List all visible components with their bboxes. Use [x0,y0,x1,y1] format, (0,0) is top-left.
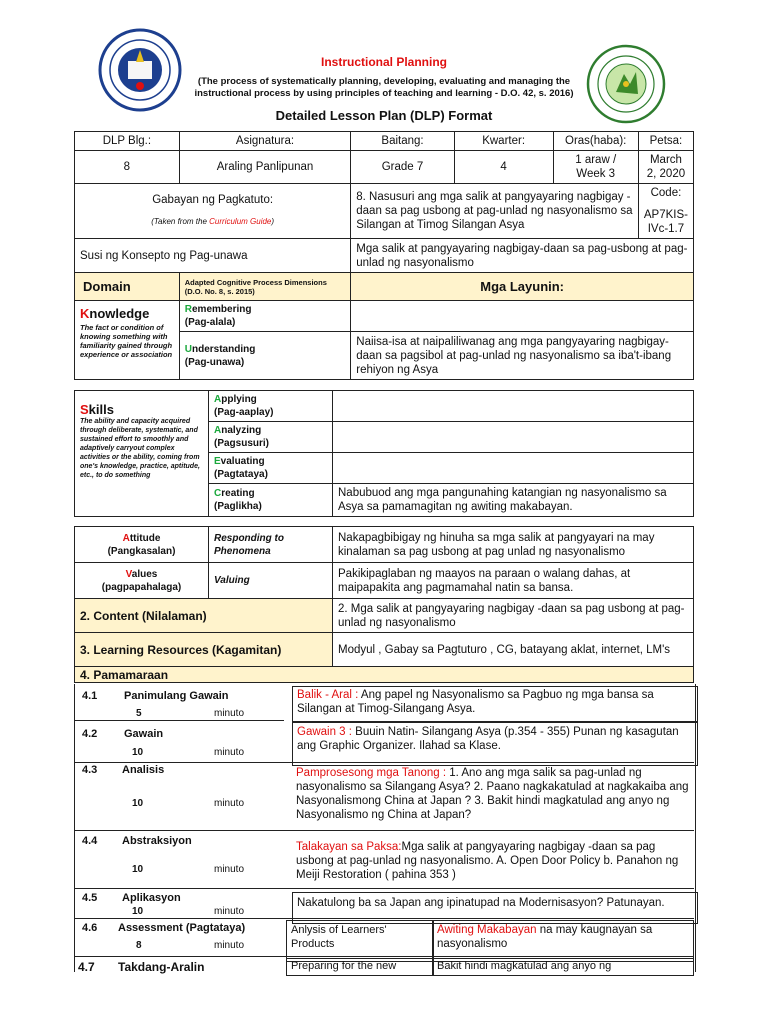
grade-header: Baitang: [351,132,454,151]
proc-name: Analisis [122,764,165,776]
procedures-label: 4. Pamamaraan [75,667,694,683]
proc-unit: minuto [214,708,245,719]
responding-line-1: Responding to [214,532,284,544]
guide-note-a: (Taken from the [151,217,210,226]
proc-mins: 5 [136,708,142,719]
knowledge-cell [75,301,180,380]
attitude-first: A [122,532,130,544]
process-header: Adapted Cognitive Process Dimensions (D.O. No. 8, s. 2015) [179,273,351,301]
affective-table [74,526,694,683]
quarter-header: Kwarter: [454,132,553,151]
proc-unit: minuto [214,906,245,917]
proc-mins: 10 [132,906,144,917]
homework-col-a: Preparing for the new [286,958,434,976]
content-text: 2. Mga salik at pangyayaring nagbigay -daan sa pag usbong at pag-unlad ng nasyonalismo [333,599,694,633]
proc-mins: 10 [132,798,144,809]
values-cell [75,563,209,599]
duration-line-2: Week 3 [576,168,616,180]
knowledge-desc: The fact or condition of knowing something with familiarity gained through experience or association [80,323,173,359]
procedures-frame [74,684,696,972]
skills-objective: Nabubuod ang mga pangunahing katangian ng nasyonalismo sa Asya sa pamamagitan ng awiting makabayan. [333,484,694,517]
evaluating-cell [209,453,333,484]
evaluating-rest: valuating [220,456,265,467]
proc-name: Aplikasyon [122,892,181,904]
proc-lead: Awiting Makabayan [437,924,537,936]
proc-name: Gawain [124,728,164,740]
date-header: Petsa: [638,132,693,151]
proc-unit: minuto [214,940,245,951]
understanding-first: U [184,343,192,355]
proc-name: Abstraksiyon [122,835,192,847]
values-sub: (pagpapahalaga) [101,581,182,593]
learning-guide-text: 8. Nasusuri ang mga salik at pangyayaring nagbigay - daan sa pag usbong at pag-unlad ng nasyonalismo sa Silangan at Timog Silangan Asya [351,184,639,239]
analyzing-rest: nalyzing [221,425,262,436]
row-divider [74,956,694,957]
subject-value: Araling Panlipunan [179,151,351,184]
knowledge-first: K [80,306,90,321]
proc-num: 4.3 [82,764,98,776]
duration-line-1: 1 araw / [575,154,617,166]
remembering-objective [351,301,694,332]
skills-table [74,390,694,517]
learning-guide-label: Gabayan ng Pagkatuto: [152,194,274,206]
proc-num: 4.2 [82,728,98,740]
responding-line-2: Phenomena [214,545,271,557]
quarter-value: 4 [454,151,553,184]
row-divider [74,830,694,831]
code-value: AP7KIS-IVc-1.7 [643,209,688,235]
understanding-cell [179,332,351,380]
proc-unit: minuto [214,864,245,875]
knowledge-label [80,307,174,321]
attitude-objective: Nakapagbibigay ng hinuha sa mga salik at pangyayari na may kinalaman sa pag usbong at pag unlad ng nasyonalismo [333,527,694,563]
key-concept-label: Susi ng Konsepto ng Pag-unawa [75,239,351,273]
values-objective: Pakikipaglaban ng maayos na paraan o walang dahas, at maipapakita ang pagmamahal natin sa bansa. [333,563,694,599]
row-divider [74,720,284,721]
applying-rest: pplying [221,394,257,405]
guide-note-b: Curriculum Guide [209,217,272,226]
guide-note-c: ) [271,217,275,226]
proc-text: 1. Ano ang mga salik sa pag-unlad ng nasyonalismo sa Silangang Asya? 2. Paano nagkakatulad at nagkakaiba ang Nasyonalismong China at Japan ? 3. Bakit hindi magkatulad ang anyo ng Nasyonalismo ng China at Japan? [296,767,689,821]
duration-value [553,151,638,184]
attitude-cell [75,527,209,563]
evaluating-objective [333,453,694,484]
domain-header: Domain [75,273,180,301]
creating-first: C [214,488,222,499]
header-subtitle-line2: instructional process by using principles of teaching and learning - D.O. 42, s. 2016) [194,88,574,99]
code-cell [638,184,693,239]
creating-rest: reating [221,488,255,499]
proc-text: Nakatulong ba sa Japan ang ipinatupad na Modernisasyon? Patunayan. [297,897,665,909]
proc-text: Buuin Natin- Silangang Asya (p.354 - 355) Punan ng kasagutan ang Graphic Organizer. Ilahad sa Klase. [297,726,679,752]
assessment-analysis: Anlysis of Learners' Products [286,920,434,962]
resources-label: 3. Learning Resources (Kagamitan) [75,633,333,667]
proc-mins: 8 [136,940,142,951]
subject-header: Asignatura: [179,132,351,151]
proc-unit: minuto [214,747,245,758]
dlp-value: 8 [75,151,180,184]
row-divider [74,918,694,919]
dlp-header: DLP Blg.: [75,132,180,151]
applying-objective [333,391,694,422]
row-divider [74,888,694,889]
remembering-first: R [184,304,192,315]
proc-lead: Pamprosesong mga Tanong : [296,767,447,779]
grade-value: Grade 7 [351,151,454,184]
proc-num: 4.7 [78,960,95,974]
applying-sub: (Pag-aaplay) [214,407,274,418]
instructional-planning-title: Instructional Planning [320,55,447,69]
key-concept-text: Mga salik at pangyayaring nagbigay-daan sa pag-usbong at pag-unlad ng nasyonalismo [351,239,694,273]
proc-text: Bakit hindi magkatulad ang anyo ng [437,960,612,972]
valuing-cell: Valuing [209,563,333,599]
header-subtitle-line1: (The process of systematically planning, developing, evaluating and managing the [197,76,571,87]
proc-lead: Talakayan sa Paksa: [296,841,402,853]
dlp-format-title: Detailed Lesson Plan (DLP) Format [275,108,493,123]
analyzing-objective [333,422,694,453]
analyzing-cell [209,422,333,453]
proc-text: na may kaugnayan sa nasyonalismo [437,924,653,950]
proc-num: 4.1 [82,690,98,702]
proc-text: Ang papel ng Nasyonalismo sa Pagbuo ng mga bansa sa Silangan at Timog-Silangang Asya. [297,689,654,715]
knowledge-objective: Naiisa-isa at naipaliliwanag ang mga pangyayaring nagbigay-daan sa pagsibol at pag-unlad ng nasyonalismo sa iba't-ibang rehiyon ng Asya [351,332,694,380]
duration-header: Oras(haba): [553,132,638,151]
info-table [74,131,694,380]
guide-source-note [80,215,345,229]
proc-num: 4.6 [82,922,98,934]
understanding-sub: (Pag-unawa) [184,356,245,368]
understanding-rest: nderstanding [192,343,256,355]
applying-first: A [214,394,222,405]
proc-name: Panimulang Gawain [124,690,229,702]
code-label: Code: [650,187,682,199]
procedures-section [74,684,696,974]
proc-mins: 10 [132,864,144,875]
evaluating-first: E [214,456,221,467]
skills-rest: kills [88,402,114,417]
resources-text: Modyul , Gabay sa Pagtuturo , CG, batayang aklat, internet, LM's [333,633,694,667]
analyzing-first: A [214,425,222,436]
proc-unit: minuto [214,798,245,809]
creating-sub: (Paglikha) [214,501,262,512]
proc-mins: 10 [132,747,144,758]
skills-desc: The ability and capacity acquired through deliberate, systematic, and sustained effort to smoothly and adaptively carryout complex activities or the ability, coming from one's knowledge, practice, aptitude, etc., to do something [80,418,200,479]
proc-text: Mga salik at pangyayaring nagbigay -daan sa pag usbong at pag-unlad ng nasyonalismo. A. Open Door Policy b. Panahon ng Meiji Restoration ( pahina 353 ) [296,841,679,881]
knowledge-rest: nowledge [89,306,150,321]
proc-lead: Balik - Aral : [297,689,359,701]
applying-cell [209,391,333,422]
deped-seal-left [98,28,182,112]
content-label: 2. Content (Nilalaman) [75,599,333,633]
proc-num: 4.5 [82,892,98,904]
responding-cell [209,527,333,563]
proc-num: 4.4 [82,835,98,847]
attitude-sub: (Pangkasalan) [107,545,176,557]
remembering-sub: (Pag-alala) [184,317,236,328]
objectives-header: Mga Layunin: [351,273,694,301]
proc-name: Assessment (Pagtataya) [118,922,246,934]
remembering-cell [179,301,351,332]
values-rest: alues [131,568,158,580]
creating-cell [209,484,333,517]
remembering-rest: emembering [192,304,252,315]
learning-guide-label-cell [75,184,351,239]
proc-name: Takdang-Aralin [118,960,205,974]
skills-label [80,403,203,417]
skills-first: S [80,402,89,417]
skills-cell [75,391,209,517]
analyzing-sub: (Pagsusuri) [214,438,270,449]
values-first: V [125,568,132,580]
date-value: March 2, 2020 [638,151,693,184]
row-divider [74,762,694,763]
evaluating-sub: (Pagtataya) [214,469,268,480]
proc-lead: Gawain 3 : [297,726,352,738]
attitude-rest: ttitude [129,532,161,544]
